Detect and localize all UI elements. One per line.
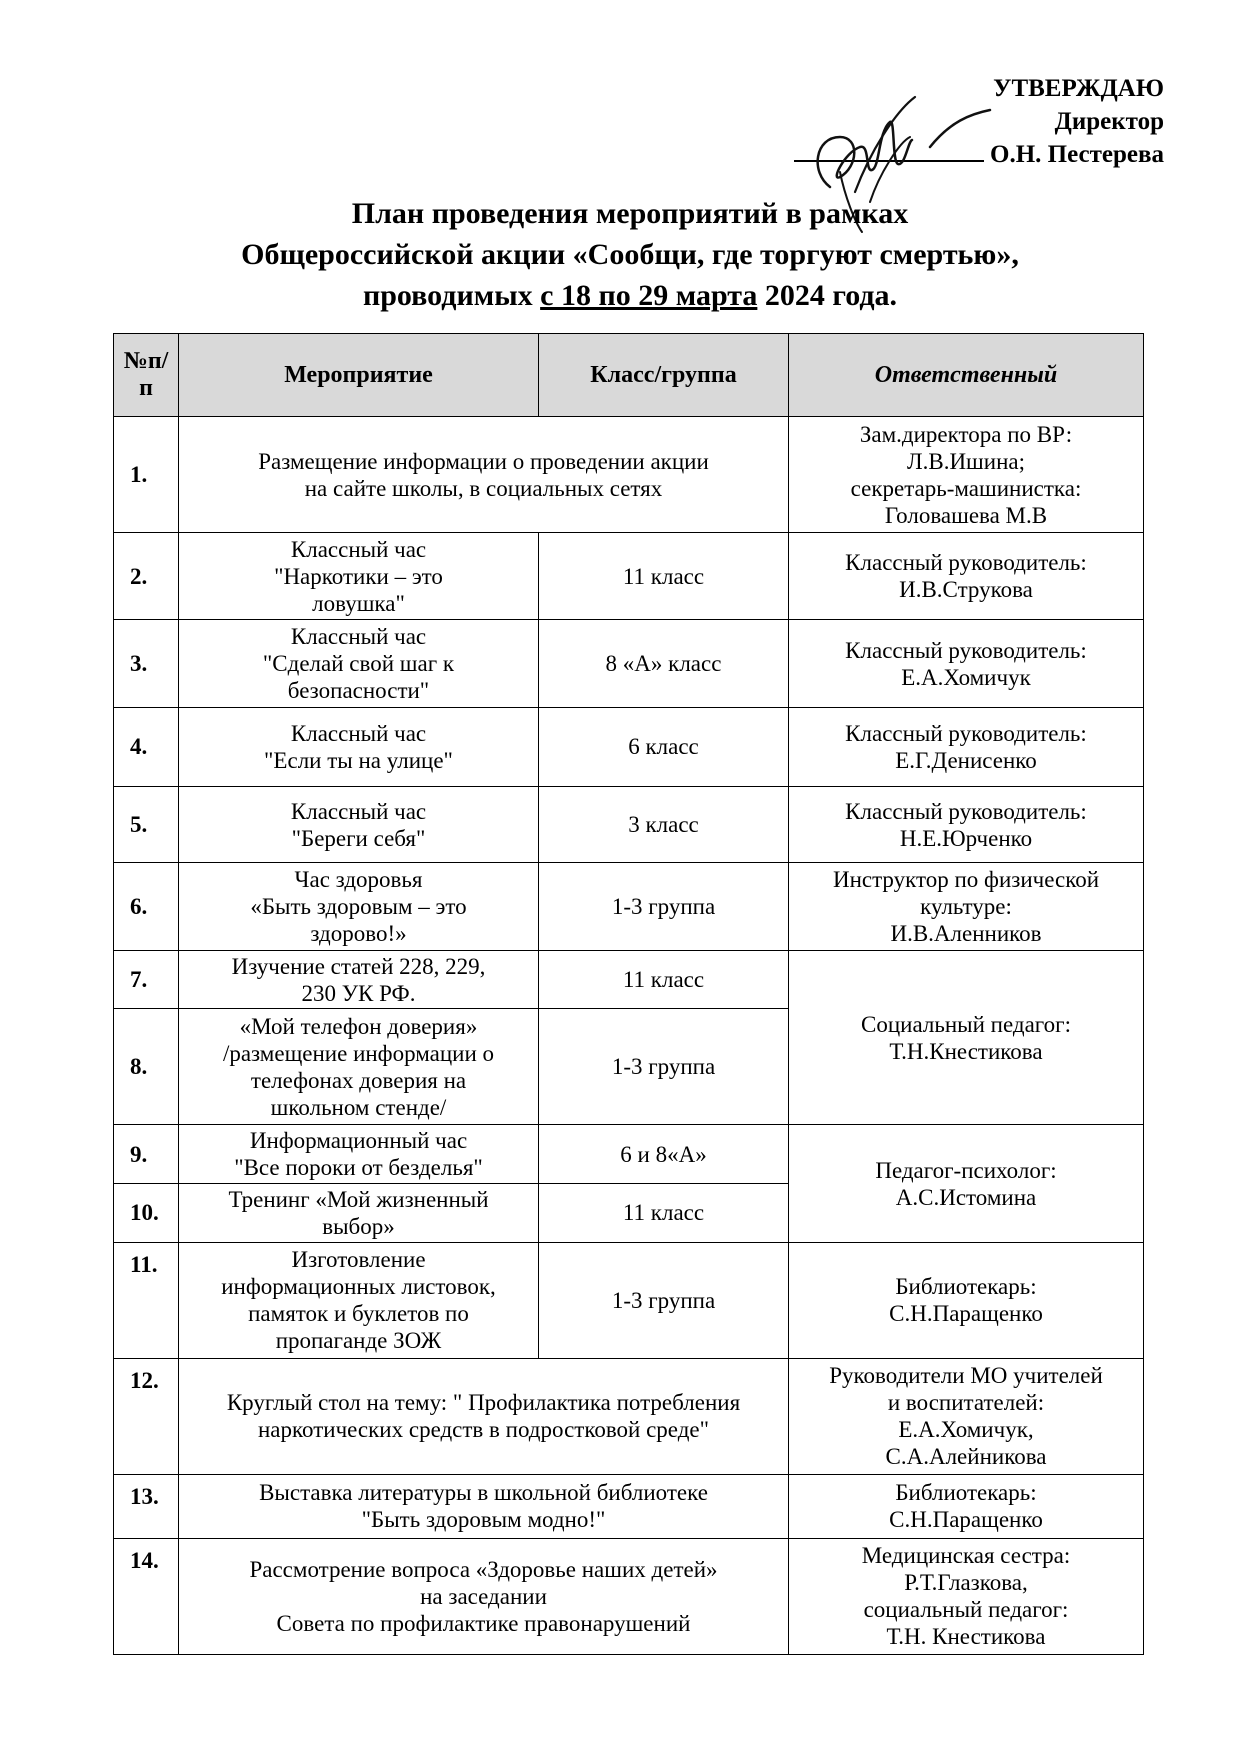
class-cell-line: 1-3 группа <box>611 1287 716 1313</box>
responsible-cell-line: социальный педагог: <box>863 1597 1069 1623</box>
event-cell-line: Круглый стол на тему: " Профилактика потребления <box>226 1390 741 1416</box>
event-cell-line: "Наркотики – это <box>274 563 443 589</box>
responsible-cell-line: Е.Г.Денисенко <box>895 747 1037 773</box>
event-cell-line: здорово!» <box>310 921 407 947</box>
responsible-cell-line: Руководители МО учителей <box>829 1363 1103 1389</box>
responsible-cell-line: Т.Н.Кнестикова <box>889 1038 1043 1064</box>
row-number: 11. <box>114 1242 179 1358</box>
event-cell-line: на заседании <box>420 1583 547 1609</box>
event-cell-line: /размещение информации о <box>222 1040 495 1066</box>
event-cell-line: Час здоровья <box>294 867 423 893</box>
table-row <box>114 620 1144 707</box>
header-event: Мероприятие <box>179 334 539 417</box>
responsible-cell-line: Р.Т.Глазкова, <box>904 1570 1028 1596</box>
event-cell-line: наркотических средств в подростковой среде" <box>257 1417 710 1443</box>
responsible-cell-line: Социальный педагог: <box>861 1011 1071 1037</box>
approval-title: УТВЕРЖДАЮ <box>993 75 1164 102</box>
header-number: №п/п <box>114 334 179 417</box>
class-cell-line: 8 «А» класс <box>605 651 722 677</box>
class-cell-line: 6 и 8«А» <box>620 1141 707 1167</box>
class-cell-line: 1-3 группа <box>611 1054 716 1080</box>
class-cell <box>539 1125 789 1184</box>
class-cell <box>539 1009 789 1125</box>
responsible-cell <box>789 1358 1144 1474</box>
table-row <box>114 1474 1144 1538</box>
title-dates: с 18 по 29 марта <box>540 279 758 312</box>
title-line-2: Общероссийской акции «Сообщи, где торгуют смертью», <box>241 238 1019 271</box>
responsible-cell-line: культуре: <box>920 894 1012 920</box>
event-cell-line: безопасности" <box>287 678 430 704</box>
class-cell-line: 11 класс <box>622 967 705 993</box>
row-number: 6. <box>114 863 179 950</box>
responsible-cell <box>789 1474 1144 1538</box>
title-line-3 <box>120 275 1140 316</box>
title-line-1: План проведения мероприятий в рамках <box>351 197 909 230</box>
event-cell-line: Рассмотрение вопроса «Здоровье наших детей» <box>249 1556 718 1582</box>
event-cell-line: "Все пороки от безделья" <box>234 1155 483 1181</box>
events-table <box>113 333 1144 1655</box>
responsible-cell <box>789 620 1144 707</box>
table-header-row <box>114 334 1144 417</box>
event-cell-line: памяток и буклетов по <box>248 1301 469 1327</box>
event-cell-line: школьном стенде/ <box>270 1094 447 1120</box>
event-cell-line: Изготовление <box>291 1247 426 1273</box>
event-cell <box>179 1125 539 1184</box>
header-responsible: Ответственный <box>789 334 1144 417</box>
event-cell <box>179 1474 789 1538</box>
event-cell <box>179 786 539 863</box>
row-number: 8. <box>114 1009 179 1125</box>
class-cell <box>539 533 789 620</box>
responsible-cell-line: Медицинская сестра: <box>861 1543 1071 1569</box>
row-number: 10. <box>114 1184 179 1243</box>
responsible-cell-line: Классный руководитель: <box>845 550 1087 576</box>
row-number: 12. <box>114 1358 179 1474</box>
event-cell-line: «Быть здоровым – это <box>250 894 467 920</box>
responsible-cell <box>789 707 1144 786</box>
table-row <box>114 1538 1144 1654</box>
responsible-cell-line: Н.Е.Юрченко <box>899 825 1033 851</box>
event-cell-line: "Береги себя" <box>291 825 426 851</box>
event-cell-line: Размещение информации о проведении акции <box>258 448 709 474</box>
event-cell <box>179 1009 539 1125</box>
title-line-3-start: проводимых <box>362 279 541 312</box>
responsible-cell-line: С.Н.Паращенко <box>889 1507 1043 1533</box>
row-number: 14. <box>114 1538 179 1654</box>
responsible-cell-line: И.В.Аленников <box>890 921 1042 947</box>
responsible-cell-line: С.Н.Паращенко <box>889 1301 1043 1327</box>
responsible-cell-line: И.В.Струкова <box>899 577 1033 603</box>
event-cell-line: "Быть здоровым модно!" <box>361 1507 606 1533</box>
responsible-cell-line: Классный руководитель: <box>845 720 1087 746</box>
responsible-cell-line: Библиотекарь: <box>895 1274 1037 1300</box>
event-cell <box>179 620 539 707</box>
event-cell-line: Классный час <box>290 798 427 824</box>
row-number: 1. <box>114 417 179 533</box>
responsible-cell <box>789 950 1144 1125</box>
responsible-cell-line: Е.А.Хомичук, <box>898 1417 1034 1443</box>
table-row <box>114 707 1144 786</box>
event-cell-line: Выставка литературы в школьной библиотеке <box>259 1480 708 1506</box>
class-cell <box>539 1242 789 1358</box>
responsible-cell <box>789 863 1144 950</box>
responsible-cell-line: Классный руководитель: <box>845 637 1087 663</box>
class-cell <box>539 707 789 786</box>
event-cell-line: Тренинг «Мой жизненный <box>228 1186 489 1212</box>
event-cell-line: выбор» <box>322 1213 395 1239</box>
responsible-cell-line: и воспитателей: <box>887 1390 1045 1416</box>
document-title <box>120 193 1140 316</box>
table-row <box>114 1358 1144 1474</box>
event-cell-line: Совета по профилактике правонарушений <box>276 1610 691 1636</box>
table-row <box>114 417 1144 533</box>
row-number: 2. <box>114 533 179 620</box>
event-cell <box>179 533 539 620</box>
event-cell <box>179 1538 789 1654</box>
row-number: 4. <box>114 707 179 786</box>
event-cell-line: Классный час <box>290 720 427 746</box>
table-row <box>114 1242 1144 1358</box>
event-cell-line: "Если ты на улице" <box>264 747 453 773</box>
responsible-cell-line: А.С.Истомина <box>895 1184 1037 1210</box>
class-cell <box>539 950 789 1009</box>
table-row <box>114 950 1144 1009</box>
responsible-cell-line: Педагог-психолог: <box>875 1157 1057 1183</box>
responsible-cell <box>789 786 1144 863</box>
responsible-cell-line: Зам.директора по ВР: <box>859 421 1073 447</box>
responsible-cell-line: Классный руководитель: <box>845 798 1087 824</box>
responsible-cell <box>789 1242 1144 1358</box>
event-cell-line: Классный час <box>290 536 427 562</box>
responsible-cell <box>789 1538 1144 1654</box>
class-cell-line: 11 класс <box>622 563 705 589</box>
class-cell-line: 11 класс <box>622 1200 705 1226</box>
event-cell <box>179 950 539 1009</box>
event-cell-line: 230 УК РФ. <box>301 980 416 1006</box>
event-cell-line: пропаганде ЗОЖ <box>275 1328 442 1354</box>
header-class: Класс/группа <box>539 334 789 417</box>
row-number: 7. <box>114 950 179 1009</box>
event-cell <box>179 707 539 786</box>
event-cell-line: Информационный час <box>249 1128 468 1154</box>
approval-position: Директор <box>1054 108 1164 135</box>
event-cell <box>179 1242 539 1358</box>
row-number: 9. <box>114 1125 179 1184</box>
responsible-cell-line: Библиотекарь: <box>895 1480 1037 1506</box>
responsible-cell-line: Е.А.Хомичук <box>901 664 1031 690</box>
class-cell-line: 6 класс <box>628 734 699 760</box>
event-cell <box>179 1358 789 1474</box>
table-row <box>114 533 1144 620</box>
event-cell-line: Классный час <box>290 624 427 650</box>
class-cell <box>539 1184 789 1243</box>
responsible-cell <box>789 417 1144 533</box>
event-cell-line: информационных листовок, <box>221 1274 496 1300</box>
event-cell-line: «Мой телефон доверия» <box>239 1013 478 1039</box>
responsible-cell-line: Головашева М.В <box>884 502 1048 528</box>
responsible-cell <box>789 533 1144 620</box>
row-number: 3. <box>114 620 179 707</box>
responsible-cell-line: Л.В.Ишина; <box>907 448 1025 474</box>
event-cell-line: ловушка" <box>312 590 405 616</box>
event-cell-line: телефонах доверия на <box>250 1067 467 1093</box>
responsible-cell-line: секретарь-машинистка: <box>850 475 1082 501</box>
event-cell-line: Изучение статей 228, 229, <box>231 953 486 979</box>
class-cell-line: 3 класс <box>628 812 699 838</box>
row-number: 5. <box>114 786 179 863</box>
class-cell-line: 1-3 группа <box>611 894 716 920</box>
class-cell <box>539 786 789 863</box>
table-row <box>114 786 1144 863</box>
event-cell <box>179 863 539 950</box>
class-cell <box>539 863 789 950</box>
event-cell <box>179 1184 539 1243</box>
event-cell-line: "Сделай свой шаг к <box>262 651 455 677</box>
event-cell-line: на сайте школы, в социальных сетях <box>304 475 663 501</box>
responsible-cell-line: Т.Н. Кнестикова <box>886 1624 1046 1650</box>
responsible-cell-line: С.А.Алейникова <box>885 1444 1047 1470</box>
class-cell <box>539 620 789 707</box>
responsible-cell <box>789 1125 1144 1242</box>
title-line-3-end: 2024 года. <box>757 279 898 312</box>
approval-name: О.Н. Пестерева <box>990 141 1164 168</box>
event-cell <box>179 417 789 533</box>
table-row <box>114 863 1144 950</box>
table-row <box>114 1125 1144 1184</box>
responsible-cell-line: Инструктор по физической <box>832 867 1100 893</box>
row-number: 13. <box>114 1474 179 1538</box>
